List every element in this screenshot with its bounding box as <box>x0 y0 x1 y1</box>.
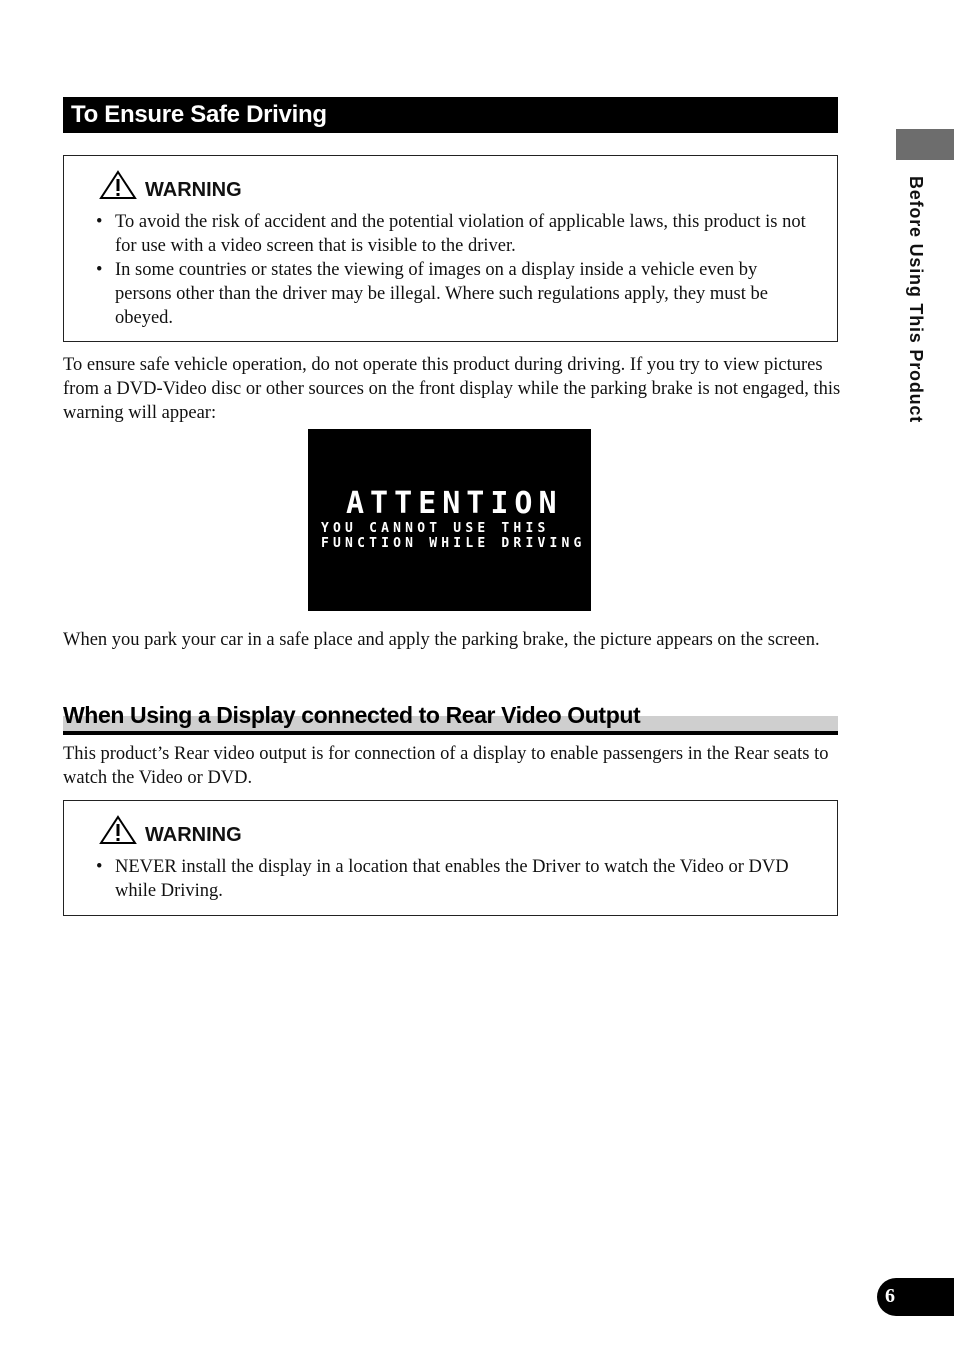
page-number: 6 <box>877 1278 954 1316</box>
attention-screen-image <box>308 429 591 611</box>
attention-heading: ATTENTION <box>346 486 563 521</box>
warning-label: WARNING <box>145 179 242 201</box>
attention-message-line: FUNCTION WHILE DRIVING <box>321 536 586 551</box>
warning-triangle-icon <box>99 170 137 200</box>
chapter-tab-label: Before Using This Product <box>906 176 926 424</box>
warning-item: • NEVER install the display in a location that enables the Driver to watch the Video or DVD while Driving. <box>96 855 806 903</box>
chapter-tab-marker <box>896 129 954 160</box>
warning-box <box>63 800 838 916</box>
body-paragraph: To ensure safe vehicle operation, do not operate this product during driving. If you try to view pictures from a DVD-Video disc or other sources on the front display while the parking brake is not engaged, this warning will appear: <box>63 355 841 423</box>
warning-label: WARNING <box>145 824 242 846</box>
body-paragraph: This product’s Rear video output is for connection of a display to enable passengers in the Rear seats to watch the Video or DVD. <box>63 744 829 788</box>
warning-list <box>96 210 806 330</box>
warning-header <box>99 815 242 845</box>
warning-header <box>99 170 242 200</box>
warning-item: • In some countries or states the viewing of images on a display inside a vehicle even by persons other than the driver may be illegal. Where such regulations apply, they must be obeyed. <box>96 258 806 330</box>
subsection-title: When Using a Display connected to Rear Video Output <box>63 702 641 728</box>
body-paragraph: When you park your car in a safe place and apply the parking brake, the picture appears on the screen. <box>63 630 820 650</box>
section-title: To Ensure Safe Driving <box>63 97 838 133</box>
subsection-heading <box>63 700 838 736</box>
warning-item: • To avoid the risk of accident and the potential violation of applicable laws, this product is not for use with a video screen that is visible to the driver. <box>96 210 806 258</box>
attention-message-line: YOU CANNOT USE THIS <box>321 521 550 536</box>
warning-triangle-icon <box>99 815 137 845</box>
subsection-rule <box>63 731 838 735</box>
warning-box <box>63 155 838 342</box>
warning-list <box>96 855 806 903</box>
